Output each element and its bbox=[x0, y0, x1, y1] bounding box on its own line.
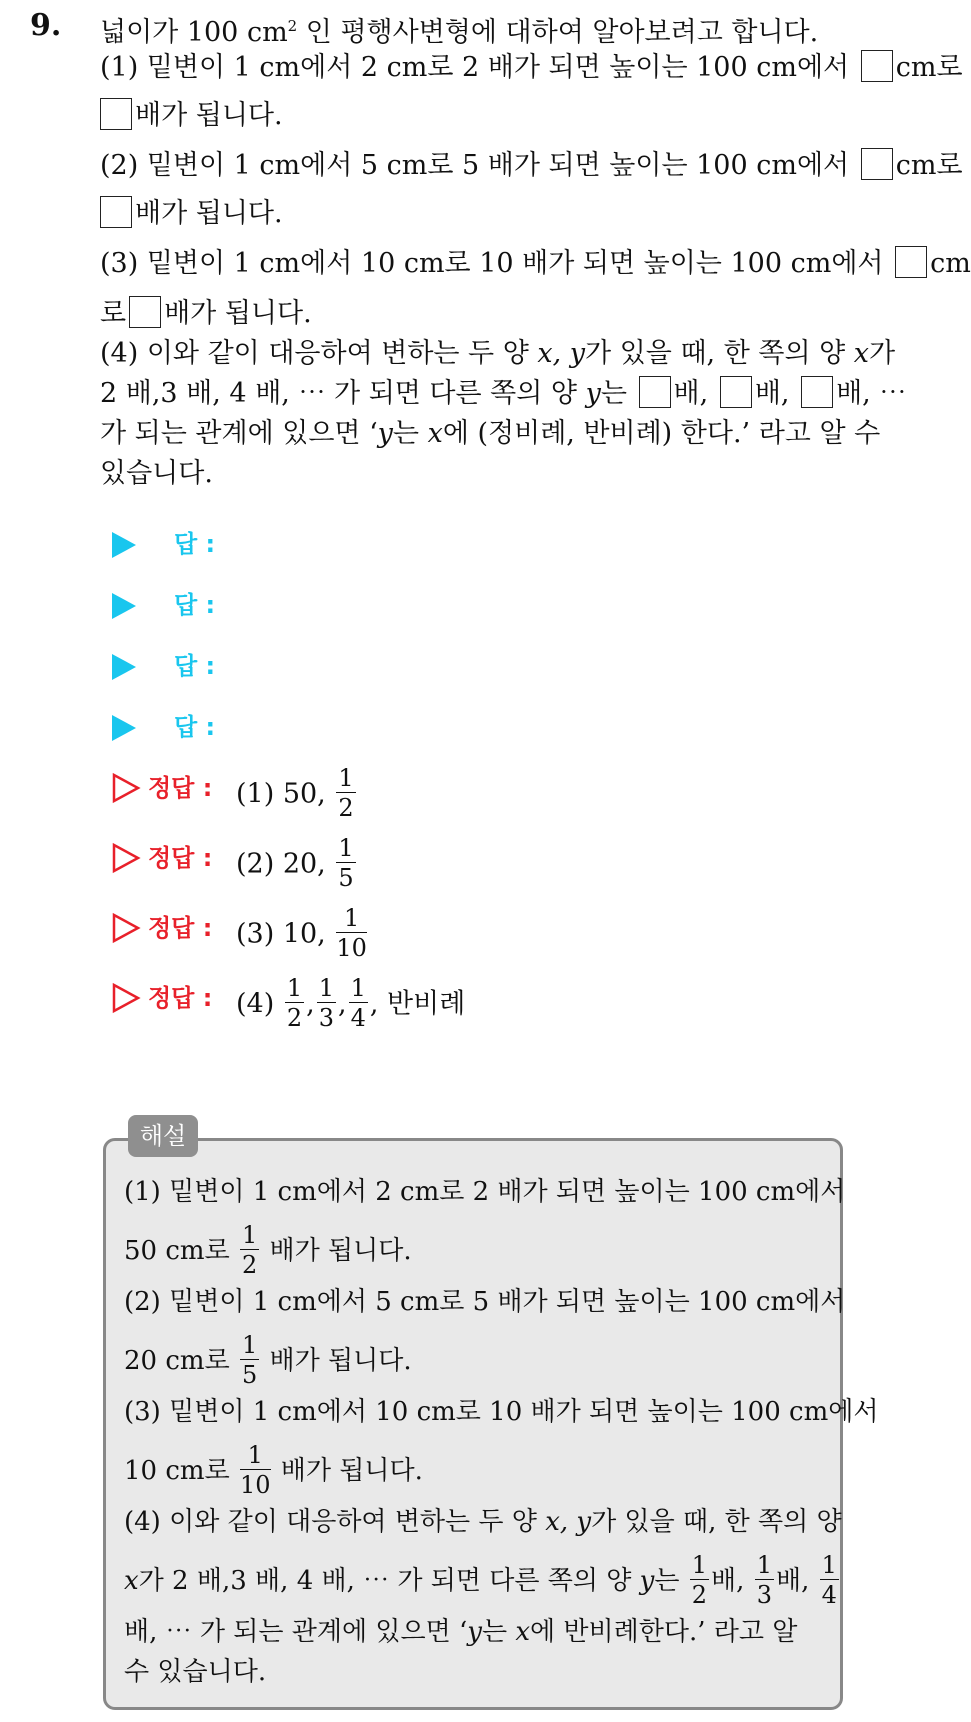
answer-label: 답 : bbox=[174, 713, 216, 741]
play-triangle-icon bbox=[112, 654, 136, 680]
part-1-unit: cm로 bbox=[895, 52, 963, 83]
explanation-line: (1) 밑변이 1 cm에서 2 cm로 2 배가 되면 높이는 100 cm에서 bbox=[124, 1177, 846, 1207]
part-4-line-3 bbox=[100, 414, 880, 454]
part-4-text-2: 가 있을 때, 한 쪽의 양 bbox=[585, 338, 854, 369]
outline-triangle-icon bbox=[112, 843, 140, 873]
part-4-text-7: 는 bbox=[392, 418, 428, 449]
fraction: $\frac{1}{2}$ bbox=[691, 1551, 708, 1609]
explanation-line: 배, ⋯ 가 되는 관계에 있으면 ‘y는 x에 반비례한다.’ 라고 알 bbox=[124, 1617, 798, 1647]
explanation-line: x가 2 배,3 배, 4 배, ⋯ 가 되면 다른 쪽의 양 y는 $\frac{1}{2}$ 배, $\frac{1}{3}$ 배, $\frac{1}{4}$ bbox=[124, 1551, 837, 1609]
part-4-text-4: 2 배,3 배, 4 배, ⋯ 가 되면 다른 쪽의 양 bbox=[100, 378, 586, 409]
fraction: $\frac{1}{2}$ bbox=[241, 1221, 258, 1279]
explanation-tag: 해설 bbox=[128, 1115, 198, 1157]
correct-answer: (3) 10, $\frac{1}{10}$ bbox=[236, 904, 367, 962]
stem-superscript: 2 bbox=[287, 17, 298, 35]
blank-box[interactable] bbox=[100, 98, 132, 130]
correct-answer: (4) $\frac{1}{2}$ , $\frac{1}{3}$ , $\frac{1}{4}$ , 반비례 bbox=[236, 974, 466, 1032]
part-2-suffix: 배가 됩니다. bbox=[135, 198, 283, 229]
fraction: $\frac{1}{10}$ bbox=[239, 1441, 271, 1499]
outline-triangle-icon bbox=[112, 773, 140, 803]
explanation-line: (4) 이와 같이 대응하여 변하는 두 양 x, y가 있을 때, 한 쪽의 양 bbox=[124, 1507, 842, 1537]
correct-label: 정답 : bbox=[148, 914, 213, 942]
fraction: $\frac{1}{3}$ bbox=[756, 1551, 772, 1609]
fraction: $\frac{1}{10}$ bbox=[336, 904, 367, 962]
answer-row-3[interactable] bbox=[112, 646, 216, 686]
correct-label: 정답 : bbox=[148, 984, 213, 1012]
part-4-text-8: 에 (정비례, 반비례) 한다.’ 라고 알 수 bbox=[442, 418, 881, 449]
variables-xy: x, y bbox=[537, 338, 586, 369]
answer-label: 답 : bbox=[174, 652, 216, 680]
part-4-line-2 bbox=[100, 374, 906, 414]
explanation-line: 10 cm로 $\frac{1}{10}$ 배가 됩니다. bbox=[124, 1441, 423, 1499]
part-4-times-3: 배, ⋯ bbox=[836, 378, 907, 409]
fraction: $\frac{1}{4}$ bbox=[350, 974, 366, 1032]
part-4-line-4 bbox=[100, 454, 213, 494]
part-2-unit: cm로 bbox=[895, 150, 963, 181]
blank-box[interactable] bbox=[100, 196, 132, 228]
fraction: $\frac{1}{3}$ bbox=[318, 974, 334, 1032]
part-3-line-2 bbox=[100, 294, 312, 334]
part-3-particle: 로 bbox=[100, 298, 127, 329]
part-4-line-1 bbox=[100, 334, 895, 374]
fraction: $\frac{1}{4}$ bbox=[821, 1551, 837, 1609]
answer-row-2[interactable] bbox=[112, 585, 216, 625]
blank-box[interactable] bbox=[639, 376, 671, 408]
blank-box[interactable] bbox=[720, 376, 752, 408]
correct-answer: (1) 50, $\frac{1}{2}$ bbox=[236, 764, 354, 822]
fraction: $\frac{1}{5}$ bbox=[241, 1331, 258, 1389]
question-number: 9. bbox=[30, 8, 62, 43]
outline-triangle-icon bbox=[112, 913, 140, 943]
part-1-text: (1) 밑변이 1 cm에서 2 cm로 2 배가 되면 높이는 100 cm에서 bbox=[100, 52, 850, 83]
part-4-text-6: 가 되는 관계에 있으면 ‘ bbox=[100, 418, 378, 449]
answer-row-4[interactable] bbox=[112, 707, 216, 747]
part-3-suffix: 배가 됩니다. bbox=[164, 298, 312, 329]
variable-y: y bbox=[585, 378, 601, 409]
part-2-line-2 bbox=[100, 194, 283, 234]
blank-box[interactable] bbox=[895, 246, 927, 278]
part-3-line-1 bbox=[100, 244, 971, 284]
blank-box[interactable] bbox=[861, 50, 893, 82]
part-4-text-9: 있습니다. bbox=[100, 458, 213, 489]
fraction: $\frac{1}{2}$ bbox=[338, 764, 354, 822]
part-1-line-2 bbox=[100, 96, 283, 136]
part-1-suffix: 배가 됩니다. bbox=[135, 100, 283, 131]
correct-label: 정답 : bbox=[148, 844, 213, 872]
stem-text-2: 인 평행사변형에 대하여 알아보려고 합니다. bbox=[297, 17, 819, 48]
explanation-line: 20 cm로 $\frac{1}{5}$ 배가 됩니다. bbox=[124, 1331, 412, 1389]
part-4-text-5: 는 bbox=[600, 378, 627, 409]
explanation-line: (2) 밑변이 1 cm에서 5 cm로 5 배가 되면 높이는 100 cm에서 bbox=[124, 1287, 846, 1317]
question-stem bbox=[100, 6, 818, 46]
part-1-line-1 bbox=[100, 48, 963, 88]
play-triangle-icon bbox=[112, 532, 136, 558]
answer-label: 답 : bbox=[174, 591, 216, 619]
part-4-text-3: 가 bbox=[869, 338, 896, 369]
part-4-times-2: 배, bbox=[754, 378, 790, 409]
play-triangle-icon bbox=[112, 593, 136, 619]
part-2-text: (2) 밑변이 1 cm에서 5 cm로 5 배가 되면 높이는 100 cm에서 bbox=[100, 150, 850, 181]
part-3-text: (3) 밑변이 1 cm에서 10 cm로 10 배가 되면 높이는 100 cm에서 bbox=[100, 248, 884, 279]
part-3-unit: cm bbox=[930, 248, 971, 279]
play-triangle-icon bbox=[112, 715, 136, 741]
answer-row-1[interactable] bbox=[112, 524, 216, 564]
blank-box[interactable] bbox=[129, 296, 161, 328]
blank-box[interactable] bbox=[801, 376, 833, 408]
correct-answer: (2) 20, $\frac{1}{5}$ bbox=[236, 834, 354, 892]
correct-label: 정답 : bbox=[148, 774, 213, 802]
stem-text: 넓이가 100 cm bbox=[100, 17, 288, 48]
variable-x: x bbox=[427, 418, 443, 449]
part-4-text: (4) 이와 같이 대응하여 변하는 두 양 bbox=[100, 338, 538, 369]
part-2-line-1 bbox=[100, 146, 963, 186]
fraction: $\frac{1}{5}$ bbox=[338, 834, 354, 892]
fraction: $\frac{1}{2}$ bbox=[286, 974, 303, 1032]
answer-label: 답 : bbox=[174, 530, 216, 558]
variable-y: y bbox=[377, 418, 393, 449]
variable-x: x bbox=[853, 338, 870, 369]
explanation-line: 수 있습니다. bbox=[124, 1657, 267, 1687]
part-4-times-1: 배, bbox=[673, 378, 709, 409]
explanation-line: (3) 밑변이 1 cm에서 10 cm로 10 배가 되면 높이는 100 cm에서 bbox=[124, 1397, 879, 1427]
explanation-line: 50 cm로 $\frac{1}{2}$ 배가 됩니다. bbox=[124, 1221, 412, 1279]
outline-triangle-icon bbox=[112, 983, 140, 1013]
blank-box[interactable] bbox=[861, 148, 893, 180]
